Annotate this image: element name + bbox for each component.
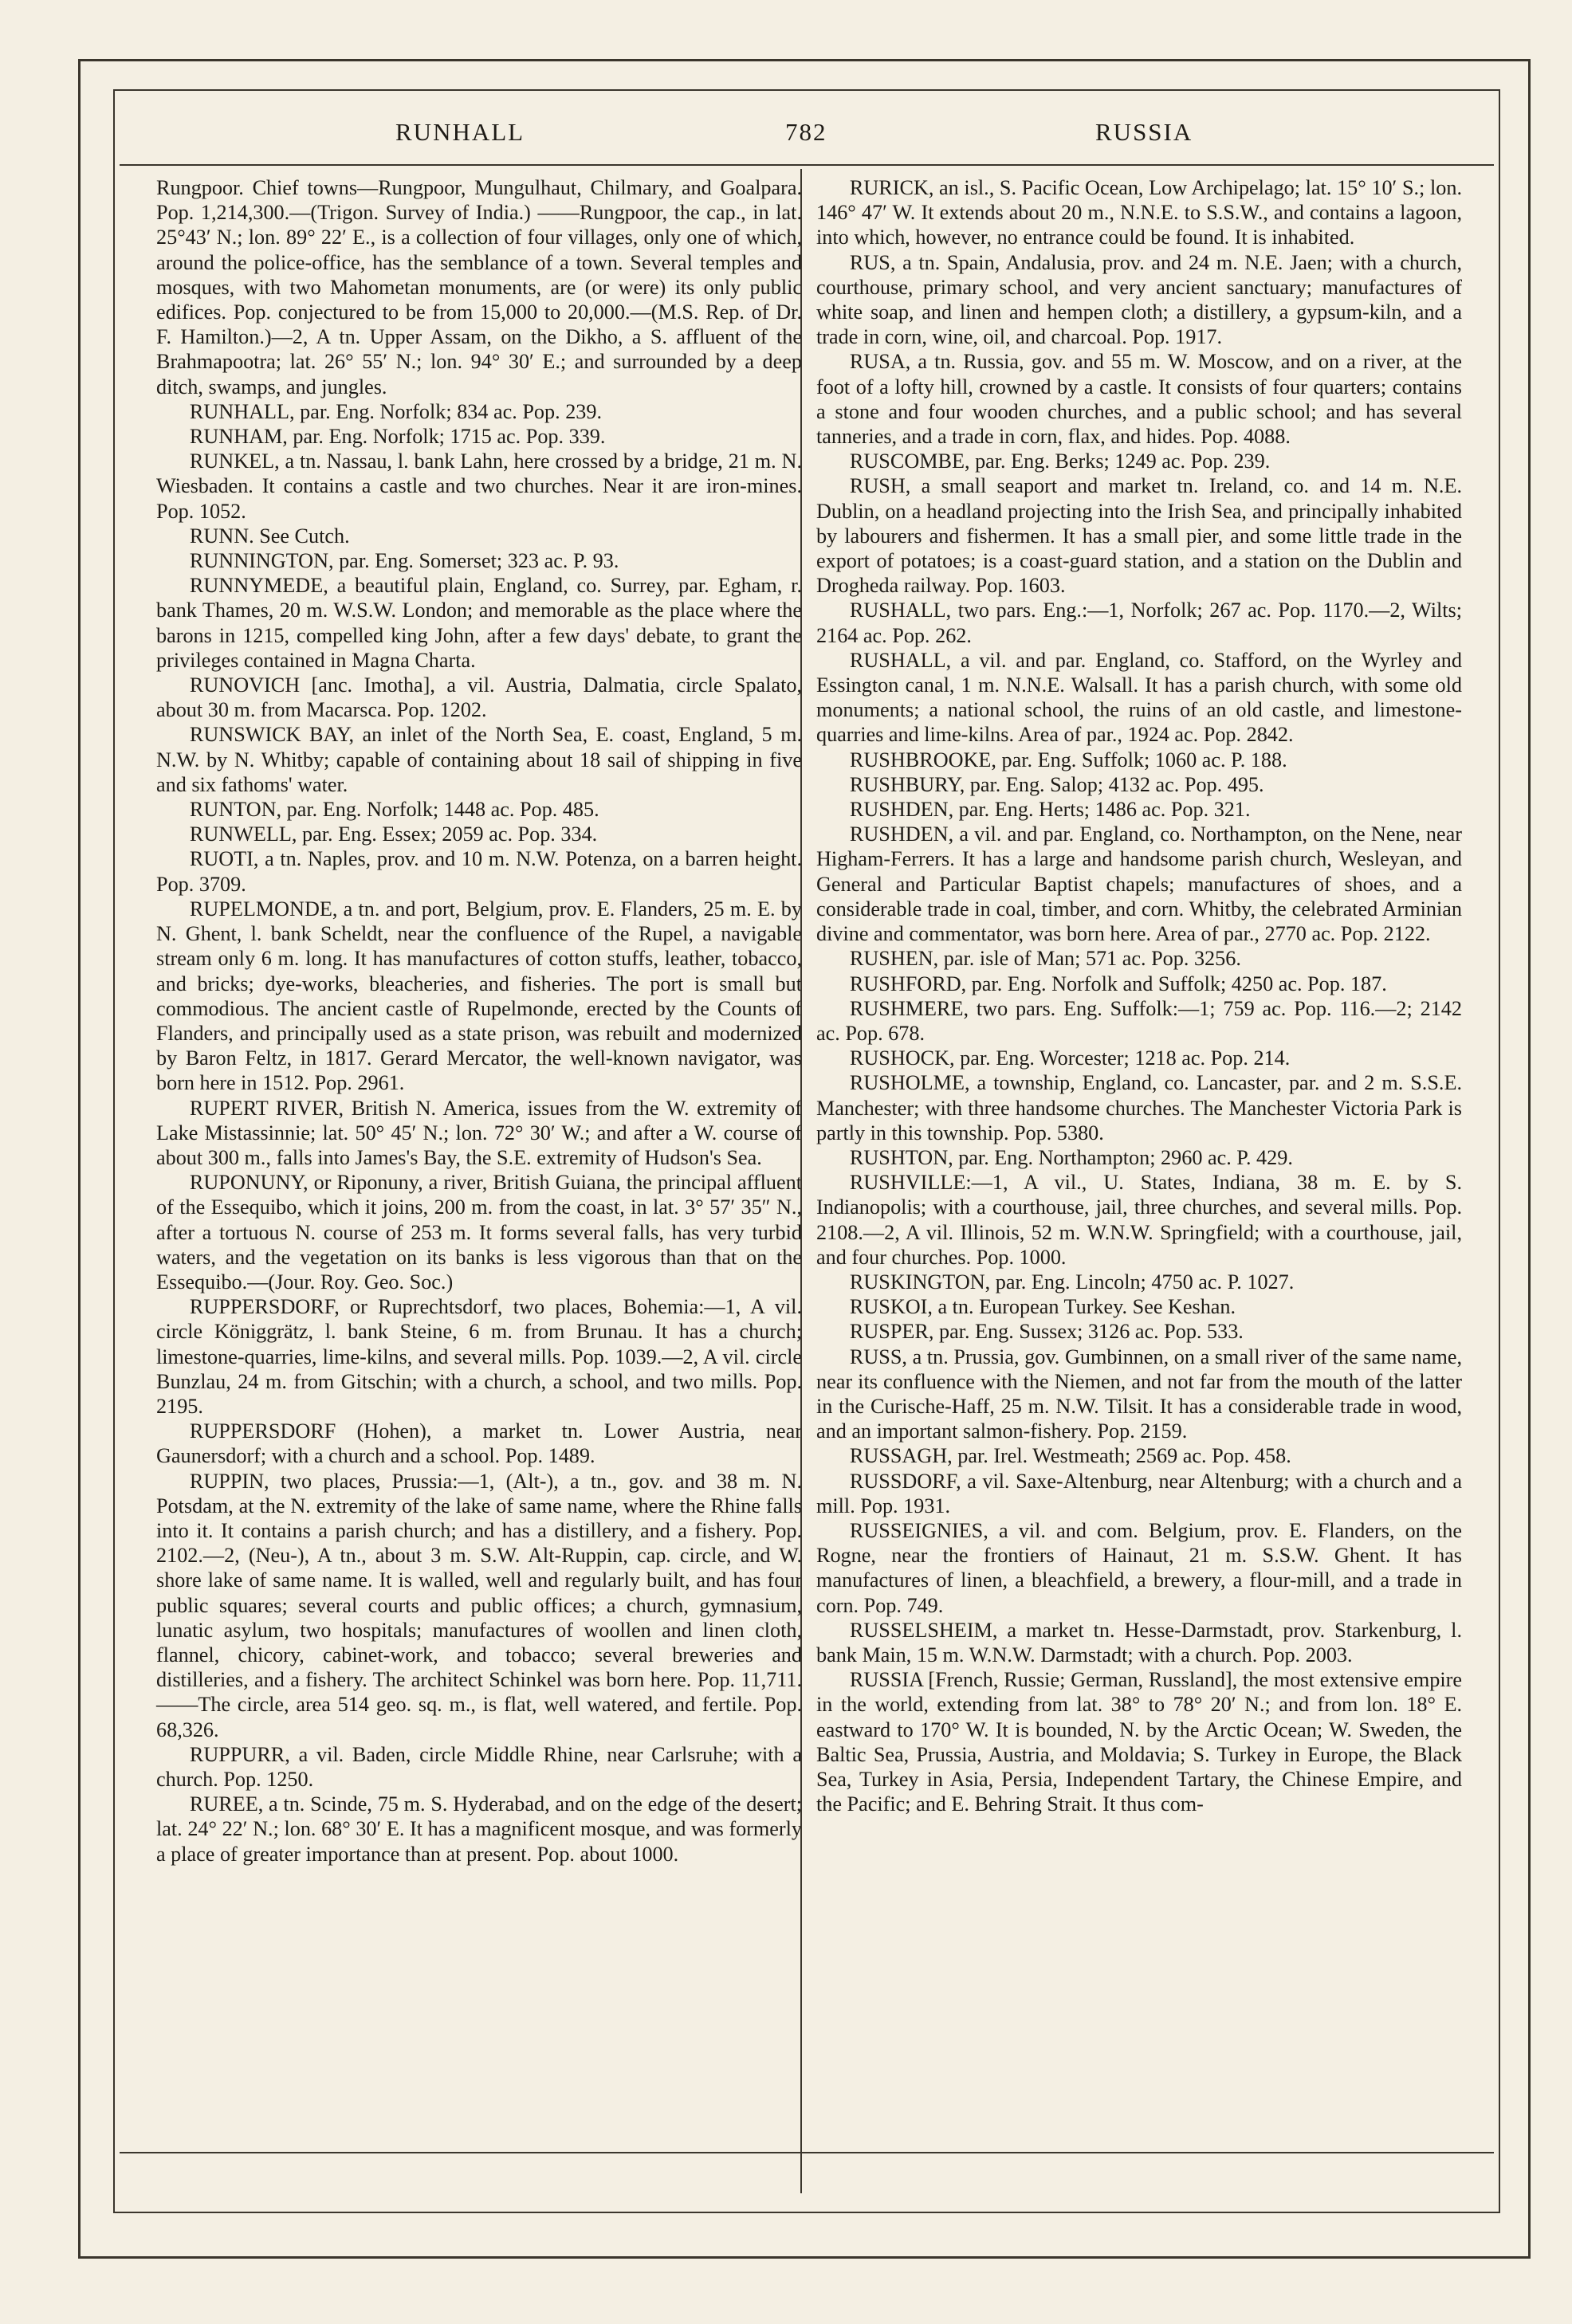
entry-text: RUNWELL, par. Eng. Essex; 2059 ac. Pop. 334. xyxy=(189,822,598,846)
entry-text: RUSHMERE, two pars. Eng. Suffolk:—1; 759 ac. Pop. 116.—2; 2142 ac. Pop. 678. xyxy=(816,996,1462,1045)
entry-text: RUNNYMEDE, a beautiful plain, England, co. Surrey, par. Egham, r. bank Thames, 20 m. W.S.W. London; and memorable as the place where the barons in 1215, compelled king John, after a few days' debate, to grant the privileges contained in Magna Charta. xyxy=(156,574,802,672)
entry-text: RURICK, an isl., S. Pacific Ocean, Low Archipelago; lat. 15° 10′ S.; lon. 146° 47′ W. It extends about 20 m., N.N.E. to S.S.W., and contains a lagoon, into which, however, no entrance could be found. It is inhabited. xyxy=(816,176,1462,249)
entry-text: RUSSEIGNIES, a vil. and com. Belgium, prov. E. Flanders, on the Rogne, near the frontiers of Hainaut, 21 m. S.S.W. Ghent. It has manufactures of linen, a bleachfield, a brewery, a flour-mill, and a trade in corn. Pop. 749. xyxy=(816,1518,1462,1617)
entry-text: RUSA, a tn. Russia, gov. and 55 m. W. Moscow, and on a river, at the foot of a lofty hill, crowned by a castle. It consists of four quarters; contains a stone and four wooden churches, and a public school; and has several tanneries, and a trade in corn, flax, and hides. Pop. 4088. xyxy=(816,350,1462,449)
entry-text: RUSHDEN, a vil. and par. England, co. Northampton, on the Nene, near Higham-Ferrers. It has a large and handsome parish church, Wesleyan, and General and Particular Baptist chapels; manufactures of shoes, and a considerable trade in coal, timber, and corn. Whitby, the celebrated Arminian divine and commentator, was born here. Area of par., 2770 ac. Pop. 2122. xyxy=(816,822,1462,946)
header-right-word: RUSSIA xyxy=(1095,118,1193,146)
entry-text: RUPONUNY, or Riponuny, a river, British Guiana, the principal affluent of the Essequibo, which it joins, 200 m. from the coast, in lat. 3° 57′ 35″ N., after a tortuous N. course of 253 m. It forms several falls, has very turbid waters, and the vegetation on its banks is less vigorous than that on the Essequibo.—(Jour. Roy. Geo. Soc.) xyxy=(156,1171,802,1294)
entry-text: RUOTI, a tn. Naples, prov. and 10 m. N.W. Potenza, on a barren height. Pop. 3709. xyxy=(156,847,802,896)
entry-text: RUSHBURY, par. Eng. Salop; 4132 ac. Pop. 495. xyxy=(849,772,1264,796)
entry-text: RUNKEL, a tn. Nassau, l. bank Lahn, here crossed by a bridge, 21 m. N. Wiesbaden. It contains a castle and two churches. Near it are iron-mines. Pop. 1052. xyxy=(156,449,802,523)
entry-text: RUSHFORD, par. Eng. Norfolk and Suffolk; 4250 ac. Pop. 187. xyxy=(849,972,1387,995)
entry-text: RUSKOI, a tn. European Turkey. See Keshan. xyxy=(849,1295,1236,1319)
left-column xyxy=(156,175,802,1867)
entry-text: RUSHVILLE:—1, A vil., U. States, Indiana, 38 m. E. by S. Indianopolis; with a courthouse, jail, three churches, and several mills. Pop. 2108.—2, A vil. Illinois, 52 m. W.N.W. Springfield; with a courthouse, jail, and four churches. Pop. 1000. xyxy=(816,1171,1462,1269)
entry-text: RUNSWICK BAY, an inlet of the North Sea, E. coast, England, 5 m. N.W. by N. Whitby; capable of containing about 18 sail of shipping in five and six fathoms' water. xyxy=(156,723,802,796)
entry-text: RUSHEN, par. isle of Man; 571 ac. Pop. 3256. xyxy=(849,947,1241,971)
header-rule xyxy=(120,164,1494,166)
entry-text: RUSHOLME, a township, England, co. Lancaster, par. and 2 m. S.S.E. Manchester; with three handsome churches. The Manchester Victoria Park is partly in this township. Pop. 5380. xyxy=(816,1071,1462,1144)
running-header xyxy=(120,118,1497,166)
entry-text: RUSSIA [French, Russie; German, Russland], the most extensive empire in the world, extending from lat. 38° to 78° 20′ N.; and from lon. 18° E. eastward to 170° W. It is bounded, N. by the Arctic Ocean; W. Sweden, the Baltic Sea, Prussia, Austria, and Moldavia; S. Turkey in Europe, the Black Sea, Turkey in Asia, Persia, Independent Tartary, the Chinese Empire, and the Pacific; and E. Behring Strait. It thus com- xyxy=(816,1668,1462,1816)
page-number: 782 xyxy=(785,118,827,146)
column-divider xyxy=(800,169,802,2193)
header-left-word: RUNHALL xyxy=(395,118,525,146)
entry-text: RUSHALL, a vil. and par. England, co. Stafford, on the Wyrley and Essington canal, 1 m. N.N.E. Walsall. It has a parish church, with some old monuments; a national school, the ruins of an old castle, and limestone-quarries and lime-kilns. Area of par., 1924 ac. Pop. 2842. xyxy=(816,648,1462,747)
entry-text: RUSHTON, par. Eng. Northampton; 2960 ac. P. 429. xyxy=(849,1145,1293,1169)
entry-text: RUPPURR, a vil. Baden, circle Middle Rhine, near Carlsruhe; with a church. Pop. 1250. xyxy=(156,1742,802,1791)
entry-text: RUREE, a tn. Scinde, 75 m. S. Hyderabad, and on the edge of the desert; lat. 24° 22′ N.; lon. 68° 30′ E. It has a magnificent mosque, and was formerly a place of greater importance than at present. Pop. about 1000. xyxy=(156,1792,802,1866)
entry-text: RUNNINGTON, par. Eng. Somerset; 323 ac. P. 93. xyxy=(189,549,619,573)
entry-text: RUPPERSDORF (Hohen), a market tn. Lower Austria, near Gaunersdorf; with a church and a school. Pop. 1489. xyxy=(156,1419,802,1468)
entry-text: RUSSDORF, a vil. Saxe-Altenburg, near Altenburg; with a church and a mill. Pop. 1931. xyxy=(816,1469,1462,1517)
entry-text: RUSS, a tn. Prussia, gov. Gumbinnen, on a small river of the same name, near its confluence with the Niemen, and not far from the mouth of the latter in the Curische-Haff, 25 m. N.W. Tilsit. It has a considerable trade in wood, and an important salmon-fishery. Pop. 2159. xyxy=(816,1345,1462,1443)
right-column xyxy=(816,175,1462,1816)
entry-text: RUSSELSHEIM, a market tn. Hesse-Darmstadt, prov. Starkenburg, l. bank Main, 15 m. W.N.W. Darmstadt; with a church. Pop. 2003. xyxy=(816,1618,1462,1666)
footer-rule xyxy=(120,2152,1494,2153)
entry-text: RUNTON, par. Eng. Norfolk; 1448 ac. Pop. 485. xyxy=(189,798,599,822)
entry-text: RUPPERSDORF, or Ruprechtsdorf, two places, Bohemia:—1, A vil. circle Königgrätz, l. bank Steine, 6 m. from Brunau. It has a church; limestone-quarries, lime-kilns, and several mills. Pop. 1039.—2, A vil. circle Bunzlau, 24 m. from Gitschin; with a church, a school, and two mills. Pop. 2195. xyxy=(156,1295,802,1418)
entry-text: RUPERT RIVER, British N. America, issues from the W. extremity of Lake Mistassinnie; lat. 50° 45′ N.; lon. 72° 30′ W.; and after a W. course of about 300 m., falls into James's Bay, the S.E. extremity of Hudson's Sea. xyxy=(156,1096,802,1169)
entry-text: RUSHBROOKE, par. Eng. Suffolk; 1060 ac. P. 188. xyxy=(849,748,1287,771)
entry-text: RUS, a tn. Spain, Andalusia, prov. and 24 m. N.E. Jaen; with a church, courthouse, primary school, and very ancient sanctuary; manufactures of white soap, and linen and hempen cloth; a distillery, a gypsum-kiln, and a trade in corn, wine, oil, and charcoal. Pop. 1917. xyxy=(816,250,1462,349)
entry-text: RUSPER, par. Eng. Sussex; 3126 ac. Pop. 533. xyxy=(849,1320,1244,1344)
entry-text: RUPPIN, two places, Prussia:—1, (Alt-), a tn., gov. and 38 m. N. Potsdam, at the N. extremity of the lake of same name, where the Rhine falls into it. It contains a parish church; and has a distillery, and a fishery. Pop. 2102.—2, (Neu-), A tn., about 3 m. S.W. Alt-Ruppin, cap. circle, and W. shore lake of same name. It is walled, well and regularly built, and has four public squares; several courts and public offices; a church, gymnasium, lunatic asylum, two hospitals; manufactures of woollen and linen cloth, flannel, chicory, cabinet-work, and tobacco; several breweries and distilleries, and a fishery. The architect Schinkel was born here. Pop. 11,711.——The circle, area 514 geo. sq. m., is flat, well watered, and fertile. Pop. 68,326. xyxy=(156,1469,802,1741)
entry-text: RUSSAGH, par. Irel. Westmeath; 2569 ac. Pop. 458. xyxy=(849,1444,1291,1468)
entry-text: RUPELMONDE, a tn. and port, Belgium, prov. E. Flanders, 25 m. E. by N. Ghent, l. bank Scheldt, near the confluence of the Rupel, a navigable stream only 6 m. long. It has manufactures of cotton stuffs, leather, tobacco, and bricks; dye-works, bleacheries, and fisheries. The port is small but commodious. The ancient castle of Rupelmonde, erected by the Counts of Flanders, and principally used as a state prison, was rebuilt and modernized by Baron Feltz, in 1817. Gerard Mercator, the well-known navigator, was born here in 1512. Pop. 2961. xyxy=(156,897,802,1095)
entry-text: RUSHDEN, par. Eng. Herts; 1486 ac. Pop. 321. xyxy=(849,798,1251,822)
entry-text: RUSCOMBE, par. Eng. Berks; 1249 ac. Pop. 239. xyxy=(849,449,1271,473)
entry-text: RUNOVICH [anc. Imotha], a vil. Austria, Dalmatia, circle Spalato, about 30 m. from Macarsca. Pop. 1202. xyxy=(156,673,802,722)
entry-text: Rungpoor. Chief towns—Rungpoor, Mungulhaut, Chilmary, and Goalpara. Pop. 1,214,300.—(Trigon. Survey of India.) ——Rungpoor, the cap., in lat. 25°43′ N.; lon. 89° 22′ E., is a collection of four villages, only one of which, around the police-office, has the semblance of a town. Several temples and mosques, with two Mahometan monuments, are (or were) its only public edifices. Pop. conjectured to be from 15,000 to 20,000.—(M.S. Rep. of Dr. F. Hamilton.)—2, A tn. Upper Assam, on the Dikho, a S. affluent of the Brahmapootra; lat. 26° 55′ N.; lon. 94° 30′ E.; and surrounded by a deep ditch, swamps, and jungles. xyxy=(156,176,802,398)
entry-text: RUSHOCK, par. Eng. Worcester; 1218 ac. Pop. 214. xyxy=(849,1046,1291,1070)
entry-text: RUSH, a small seaport and market tn. Ireland, co. and 14 m. N.E. Dublin, on a headland projecting into the Irish Sea, and principally inhabited by labourers and fishermen. It has a small pier, and some little trade in the export of potatoes; is a coast-guard station, and a station on the Dublin and Drogheda railway. Pop. 1603. xyxy=(816,474,1462,598)
entry-text: RUNHAM, par. Eng. Norfolk; 1715 ac. Pop. 339. xyxy=(189,425,606,449)
entry-text: RUNN. See Cutch. xyxy=(189,524,350,548)
entry-text: RUSHALL, two pars. Eng.:—1, Norfolk; 267 ac. Pop. 1170.—2, Wilts; 2164 ac. Pop. 262. xyxy=(816,599,1462,647)
entry-text: RUNHALL, par. Eng. Norfolk; 834 ac. Pop. 239. xyxy=(189,399,603,423)
entry-text: RUSKINGTON, par. Eng. Lincoln; 4750 ac. P. 1027. xyxy=(849,1270,1295,1294)
